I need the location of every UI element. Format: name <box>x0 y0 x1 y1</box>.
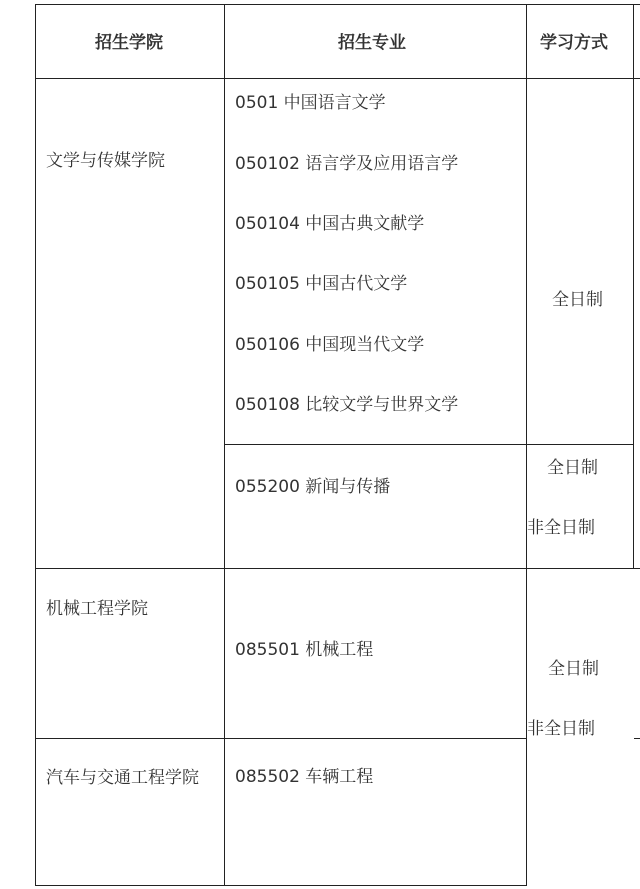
college-mechanical: 机械工程学院 <box>46 599 148 619</box>
literature-mode-divider <box>224 444 634 445</box>
mode-literature-full-time: 全日制 <box>552 290 603 310</box>
mode-journalism-full-time: 全日制 <box>547 458 598 478</box>
mode-next-divider-top <box>633 4 634 569</box>
major-vehicle: 085502 车辆工程 <box>235 767 374 787</box>
major-item: 050102 语言学及应用语言学 <box>235 154 459 174</box>
right-edge-tick <box>634 738 640 739</box>
major-journalism: 055200 新闻与传播 <box>235 477 391 497</box>
major-item: 050105 中国古代文学 <box>235 274 408 294</box>
mode-engineering-full-time: 全日制 <box>548 659 599 679</box>
mechanical-row-divider <box>35 738 527 739</box>
table-border-top <box>35 4 640 5</box>
college-automotive: 汽车与交通工程学院 <box>46 768 199 788</box>
major-item: 050106 中国现当代文学 <box>235 335 425 355</box>
table-border-bottom <box>35 885 527 886</box>
major-item: 050108 比较文学与世界文学 <box>235 395 459 415</box>
major-mechanical: 085501 机械工程 <box>235 640 374 660</box>
header-college: 招生学院 <box>95 33 163 53</box>
college-literature: 文学与传媒学院 <box>46 151 165 171</box>
mode-engineering-part-time: 非全日制 <box>527 719 595 739</box>
literature-row-divider <box>35 568 640 569</box>
major-mode-divider <box>526 4 527 886</box>
header-study-mode: 学习方式 <box>540 33 608 53</box>
college-major-divider <box>224 4 225 886</box>
header-divider <box>35 78 640 79</box>
header-major: 招生专业 <box>338 33 406 53</box>
table-border-left <box>35 4 36 886</box>
major-item: 0501 中国语言文学 <box>235 93 386 113</box>
major-item: 050104 中国古典文献学 <box>235 214 425 234</box>
mode-journalism-part-time: 非全日制 <box>527 518 595 538</box>
